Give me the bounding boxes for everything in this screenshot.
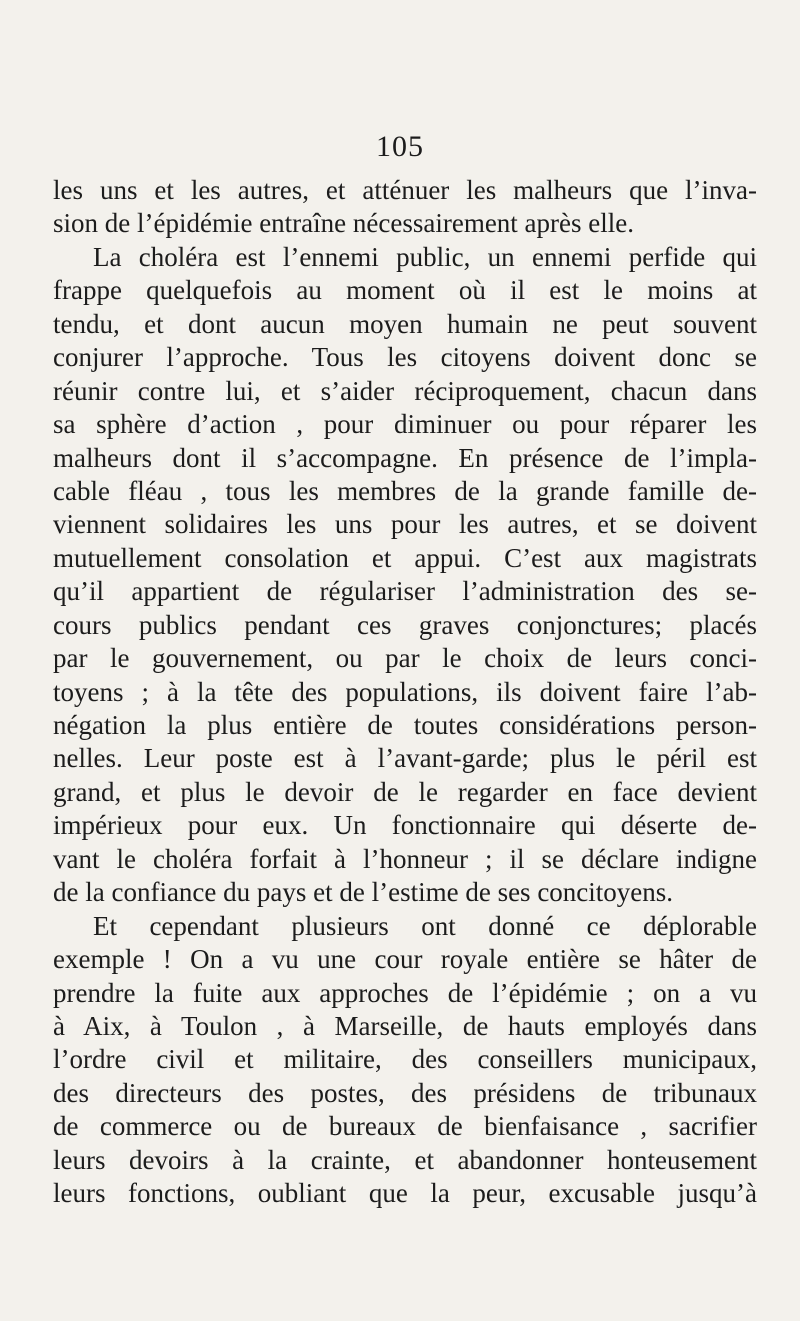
text-line: impérieux pour eux. Un fonctionnaire qui déserte de- [53,810,757,841]
text-line: réunir contre lui, et s’aider réciproquement, chacun dans [53,375,757,406]
text-line: leurs fonctions, oubliant que la peur, excusable jusqu’à [53,1178,757,1209]
text-line: négation la plus entière de toutes considérations person- [53,710,757,740]
paragraph-1 [53,174,757,241]
text-line: qu’il appartient de régulariser l’administration des se- [53,576,757,607]
text-line: cours publics pendant ces graves conjonctures; placés [53,609,757,640]
text-line: à Aix, à Toulon , à Marseille, de hauts employés dans [53,1010,757,1041]
text-line: tendu, et dont aucun moyen humain ne peut souvent [53,308,757,339]
text-line: sa sphère d’action , pour diminuer ou pour réparer les [53,409,757,440]
text-line: prendre la fuite aux approches de l’épidémie ; on a vu [53,977,757,1008]
body-text [53,174,757,1211]
text-line: l’ordre civil et militaire, des conseillers municipaux, [53,1044,757,1075]
text-line: nelles. Leur poste est à l’avant-garde; plus le péril est [53,743,757,774]
text-line: toyens ; à la tête des populations, ils doivent faire l’ab- [53,676,757,707]
paragraph-2 [53,241,757,910]
text-line: de la confiance du pays et de l’estime de ses concitoyens. [53,877,674,908]
text-line: par le gouvernement, ou par le choix de leurs conci- [53,643,757,674]
text-line: de commerce ou de bureaux de bienfaisance , sacrifier [53,1111,757,1142]
text-line: cable fléau , tous les membres de la grande famille de- [53,475,757,506]
paragraph-3 [53,910,757,1211]
text-line: frappe quelquefois au moment où il est le moins at [53,275,757,306]
text-line: grand, et plus le devoir de le regarder en face devient [53,776,757,807]
page-number: 105 [376,130,424,163]
text-line: les uns et les autres, et atténuer les malheurs que l’inva- [53,175,757,205]
text-line: des directeurs des postes, des présidens de tribunaux [53,1077,757,1108]
text-line: mutuellement consolation et appui. C’est aux magistrats [53,542,757,573]
text-line: vant le choléra forfait à l’honneur ; il se déclare indigne [53,843,757,874]
text-line: sion de l’épidémie entraîne nécessairement après elle. [53,208,634,239]
text-line: malheurs dont il s’accompagne. En présence de l’impla- [53,442,757,473]
text-line: Et cependant plusieurs ont donné ce déplorable [93,910,757,941]
text-line: viennent solidaires les uns pour les autres, et se doivent [53,509,757,540]
text-line: exemple ! On a vu une cour royale entière se hâter de [53,944,757,975]
text-line: La choléra est l’ennemi public, un ennemi perfide qui [93,241,757,272]
text-line: leurs devoirs à la crainte, et abandonner honteusement [53,1144,757,1175]
text-line: conjurer l’approche. Tous les citoyens doivent donc se [53,342,757,373]
